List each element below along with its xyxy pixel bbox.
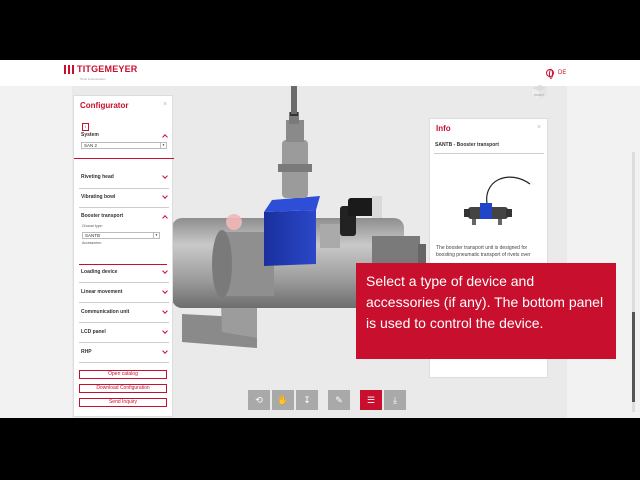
chevron-down-icon[interactable] bbox=[162, 268, 168, 274]
tutorial-overlay: Select a type of device and accessories (if any). The bottom panel is used to control the device. bbox=[356, 263, 616, 359]
chevron-down-icon[interactable] bbox=[162, 328, 168, 334]
globe-icon bbox=[546, 69, 554, 77]
edge-strip bbox=[628, 152, 640, 412]
divider bbox=[79, 302, 169, 303]
view-cube-label: FRONT bbox=[533, 93, 545, 97]
configurator-title: Configurator bbox=[80, 101, 129, 110]
chevron-down-icon[interactable] bbox=[162, 308, 168, 314]
chevron-down-icon[interactable] bbox=[162, 173, 168, 179]
divider bbox=[79, 342, 169, 343]
section-riveting-head[interactable]: Riveting head bbox=[81, 174, 114, 180]
rotate-icon[interactable]: ⟲ bbox=[248, 390, 270, 410]
chevron-up-icon[interactable] bbox=[162, 215, 168, 221]
section-vibrating-bowl[interactable]: Vibrating bowl bbox=[81, 194, 116, 200]
info-description: The booster transport unit is designed for boosting pneumatic transport of rivets over bbox=[436, 245, 531, 258]
divider bbox=[74, 158, 174, 159]
divider bbox=[79, 282, 169, 283]
section-loading-device[interactable]: Loading device bbox=[81, 269, 118, 275]
system-label: System bbox=[81, 132, 99, 138]
choose-type-value: SANTB bbox=[85, 233, 101, 238]
brand-name: TITGEMEYER bbox=[77, 64, 138, 74]
download-configuration-button[interactable]: Download Configuration bbox=[79, 384, 167, 393]
configurator-panel bbox=[73, 95, 173, 417]
chevron-down-icon[interactable] bbox=[162, 348, 168, 354]
view-cube-icon[interactable] bbox=[530, 84, 548, 100]
divider bbox=[79, 207, 169, 208]
send-inquiry-button[interactable]: Send Inquiry bbox=[79, 398, 167, 407]
product-image bbox=[450, 169, 540, 239]
pan-down-icon[interactable]: ↧ bbox=[296, 390, 318, 410]
language-switcher[interactable] bbox=[546, 69, 566, 77]
chevron-down-icon[interactable] bbox=[162, 288, 168, 294]
info-title: Info bbox=[436, 124, 451, 133]
logo[interactable] bbox=[64, 64, 138, 74]
section-linear-movement[interactable]: Linear movement bbox=[81, 289, 123, 295]
app-frame bbox=[0, 60, 640, 418]
download-icon[interactable]: ⤓ bbox=[384, 390, 406, 410]
divider bbox=[79, 264, 167, 265]
hand-icon[interactable]: ✋ bbox=[272, 390, 294, 410]
system-select[interactable] bbox=[81, 142, 167, 149]
list-icon[interactable]: ☰ bbox=[360, 390, 382, 410]
configurator-close-icon[interactable]: × bbox=[163, 101, 168, 108]
divider bbox=[79, 322, 169, 323]
open-catalog-button[interactable]: Open catalog bbox=[79, 370, 167, 379]
chevron-down-icon: ▼ bbox=[162, 143, 165, 147]
section-lcd-panel[interactable]: LCD panel bbox=[81, 329, 106, 335]
accessories-label: Accessories: bbox=[82, 241, 102, 245]
section-communication-unit[interactable]: Communication unit bbox=[81, 309, 130, 315]
header bbox=[0, 60, 640, 86]
pen-icon[interactable]: ✎ bbox=[328, 390, 350, 410]
divider bbox=[434, 153, 544, 154]
chevron-down-icon: ▼ bbox=[155, 233, 158, 237]
choose-type-select[interactable] bbox=[82, 232, 160, 239]
system-select-value: SAN 2 bbox=[84, 143, 98, 148]
choose-type-label: Choose type: bbox=[82, 224, 103, 228]
logo-mark-icon bbox=[64, 64, 74, 74]
section-rhp[interactable]: RHP bbox=[81, 349, 92, 355]
divider bbox=[79, 188, 169, 189]
info-close-icon[interactable]: × bbox=[537, 124, 542, 131]
divider bbox=[79, 362, 169, 363]
chevron-up-icon[interactable] bbox=[162, 134, 168, 140]
section-booster-transport[interactable]: Booster transport bbox=[81, 213, 124, 219]
brand-tagline: Tools & Automation bbox=[80, 77, 106, 81]
info-subtitle: SANTB - Booster transport bbox=[435, 142, 499, 148]
control-toolbar bbox=[248, 390, 406, 410]
info-icon[interactable]: i bbox=[82, 123, 89, 131]
chevron-down-icon[interactable] bbox=[162, 193, 168, 199]
language-label: DE bbox=[558, 70, 567, 76]
